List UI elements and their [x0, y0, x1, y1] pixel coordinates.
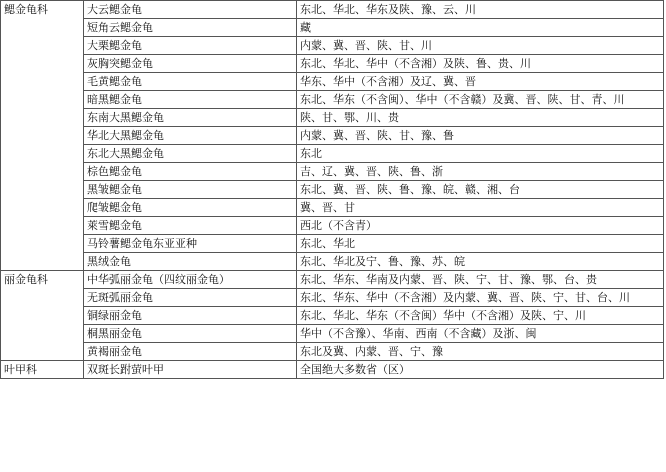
species-cell: 短角云鳃金龟 — [84, 19, 297, 37]
distribution-cell: 东北及冀、内蒙、晋、宁、豫 — [297, 343, 664, 361]
table-row — [1, 307, 664, 325]
species-cell: 桐黑丽金龟 — [84, 325, 297, 343]
distribution-cell: 东北、华北 — [297, 235, 664, 253]
table-row — [1, 253, 664, 271]
table-row — [1, 91, 664, 109]
table-row — [1, 19, 664, 37]
species-cell: 灰胸突鳃金龟 — [84, 55, 297, 73]
species-cell: 马铃薯鳃金龟东亚亚种 — [84, 235, 297, 253]
distribution-cell: 东北、华北、华中（不含湘）及陕、鲁、贵、川 — [297, 55, 664, 73]
table-row — [1, 235, 664, 253]
distribution-cell: 东北、华北、华东（不含闽）华中（不含湘）及陕、宁、川 — [297, 307, 664, 325]
family-cell: 叶甲科 — [1, 361, 84, 379]
distribution-cell: 东北、华东、华南及内蒙、晋、陕、宁、甘、豫、鄂、台、贵 — [297, 271, 664, 289]
species-cell: 铜绿丽金龟 — [84, 307, 297, 325]
table-row — [1, 109, 664, 127]
distribution-cell: 内蒙、冀、晋、陕、甘、豫、鲁 — [297, 127, 664, 145]
distribution-cell: 内蒙、冀、晋、陕、甘、川 — [297, 37, 664, 55]
distribution-cell: 东北、华东（不含闽）、华中（不含赣）及冀、晋、陕、甘、青、川 — [297, 91, 664, 109]
distribution-cell: 东北、华东、华中（不含湘）及内蒙、冀、晋、陕、宁、甘、台、川 — [297, 289, 664, 307]
table-row — [1, 199, 664, 217]
table-row — [1, 361, 664, 379]
family-cell: 丽金龟科 — [1, 271, 84, 361]
species-cell: 无斑弧丽金龟 — [84, 289, 297, 307]
table-row — [1, 145, 664, 163]
family-cell: 鳃金龟科 — [1, 1, 84, 271]
species-cell: 东北大黑鳃金龟 — [84, 145, 297, 163]
distribution-cell: 西北（不含青） — [297, 217, 664, 235]
species-cell: 黑绒金龟 — [84, 253, 297, 271]
table-row — [1, 217, 664, 235]
species-cell: 毛黄鳃金龟 — [84, 73, 297, 91]
species-cell: 华北大黑鳃金龟 — [84, 127, 297, 145]
distribution-cell: 东北、冀、晋、陕、鲁、豫、皖、赣、湘、台 — [297, 181, 664, 199]
species-cell: 黄褐丽金龟 — [84, 343, 297, 361]
species-cell: 黑皱鳃金龟 — [84, 181, 297, 199]
species-cell: 爬皱鳃金龟 — [84, 199, 297, 217]
table-row — [1, 271, 664, 289]
table-body — [1, 1, 664, 379]
distribution-cell: 吉、辽、冀、晋、陕、鲁、浙 — [297, 163, 664, 181]
distribution-cell: 藏 — [297, 19, 664, 37]
table-row — [1, 289, 664, 307]
table-row — [1, 1, 664, 19]
species-cell: 暗黑鳃金龟 — [84, 91, 297, 109]
table-row — [1, 181, 664, 199]
distribution-cell: 东北、华北、华东及陕、豫、云、川 — [297, 1, 664, 19]
species-cell: 萊雪鳃金龟 — [84, 217, 297, 235]
distribution-cell: 华中（不含豫）、华南、西南（不含藏）及浙、闽 — [297, 325, 664, 343]
distribution-cell: 华东、华中（不含湘）及辽、冀、晋 — [297, 73, 664, 91]
table-row — [1, 163, 664, 181]
species-cell: 大云鳃金龟 — [84, 1, 297, 19]
distribution-cell: 东北、华北及宁、鲁、豫、苏、皖 — [297, 253, 664, 271]
table-row — [1, 73, 664, 91]
table-row — [1, 55, 664, 73]
distribution-cell: 冀、晋、甘 — [297, 199, 664, 217]
species-cell: 棕色鳃金龟 — [84, 163, 297, 181]
table-row — [1, 127, 664, 145]
table-row — [1, 343, 664, 361]
distribution-cell: 东北 — [297, 145, 664, 163]
table-row — [1, 37, 664, 55]
species-cell: 中华弧丽金龟（四纹丽金龟） — [84, 271, 297, 289]
species-cell: 双斑长跗萤叶甲 — [84, 361, 297, 379]
species-cell: 大栗鳃金龟 — [84, 37, 297, 55]
species-cell: 东南大黑鳃金龟 — [84, 109, 297, 127]
distribution-cell: 全国绝大多数省（区） — [297, 361, 664, 379]
distribution-cell: 陕、甘、鄂、川、贵 — [297, 109, 664, 127]
table-row — [1, 325, 664, 343]
